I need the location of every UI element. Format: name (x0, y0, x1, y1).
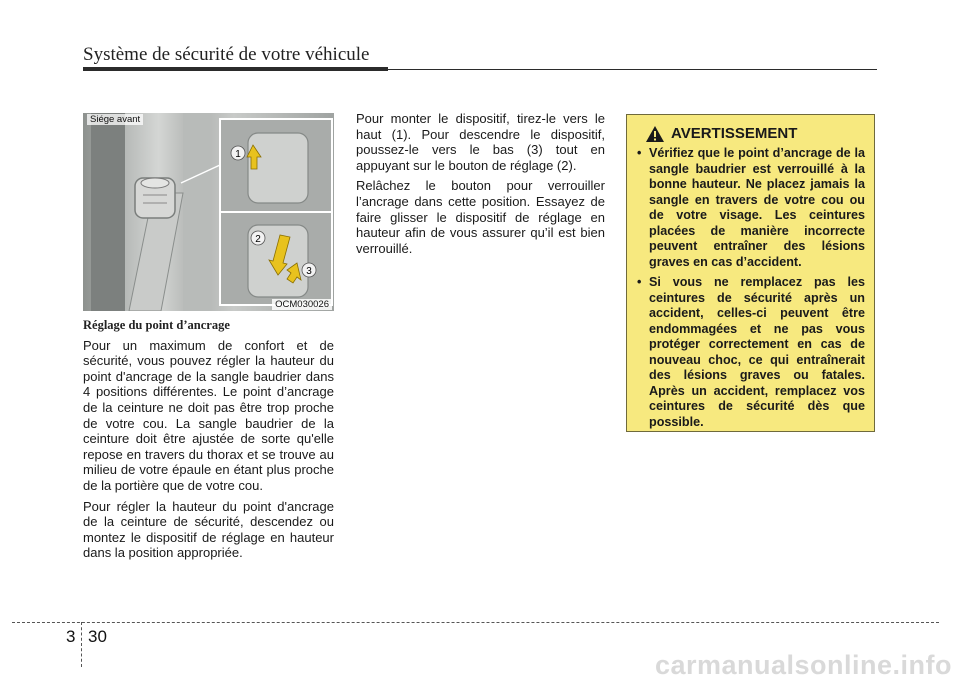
text-column-middle (356, 111, 605, 261)
callout-3: 3 (306, 266, 312, 277)
chapter-number: 3 (66, 627, 76, 646)
page-number: 30 (88, 627, 107, 646)
warning-list (637, 146, 865, 430)
section-heading: Réglage du point d’ancrage (83, 318, 230, 332)
figure-label: Siége avant (87, 114, 143, 125)
header-rule (83, 67, 388, 71)
warning-triangle-icon (645, 125, 665, 143)
paragraph: Relâchez le bouton pour verrouiller l’ancrage dans cette position. Essayez de faire glisser le dispositif de réglage en hauteur afin de vous assurer qu’il est bien verrouillé. (356, 178, 605, 256)
header-rule-thin (388, 69, 877, 70)
callout-1: 1 (235, 149, 241, 160)
seatbelt-anchor-illustration (83, 113, 334, 311)
paragraph: Pour monter le dispositif, tirez-le vers le haut (1). Pour descendre le dispositif, poussez-le vers le bas (3) tout en appuyant sur le bouton de réglage (2). (356, 111, 605, 173)
text-column-left (83, 318, 334, 566)
illustration-drawing (83, 113, 334, 311)
warning-item: • Vérifiez que le point d’ancrage de la sangle baudrier est verrouillé à la bonne hauteur. Ne placez jamais la sangle en travers de votre cou ou de votre visage. Les ceintures placées de manière incorrecte peuvent entraîner des lésions graves en cas d’accident. (637, 146, 865, 270)
warning-title: AVERTISSEMENT (671, 125, 798, 143)
paragraph: Pour régler la hauteur du point d'ancrage de la ceinture de sécurité, descendez ou montez le dispositif de réglage en hauteur dans la position appropriée. (83, 498, 334, 561)
footer-divider (81, 622, 82, 667)
callout-2: 2 (255, 234, 261, 245)
page-header-title: Système de sécurité de votre véhicule (83, 44, 370, 65)
footer-rule (12, 622, 939, 623)
paragraph: Pour un maximum de confort et de sécurité, vous pouvez régler la hauteur du point d'ancrage de la sangle baudrier dans 4 positions différentes. Le point d’ancrage de la ceinture ne doit pas être trop proche de votre cou. La sangle baudrier de la ceinture doit être ajustée de sorte qu'elle repose en travers du thorax et se trouve au milieu de votre épaule en étant plus proche de la portière que de votre cou. (83, 337, 334, 493)
warning-item: • Si vous ne remplacez pas les ceintures de sécurité après un accident, celles-ci peuvent être endommagées et ne pas vous protéger correctement en cas de nouveau choc, ce qui entraînerait des lésions graves ou fatales. Après un accident, remplacez vos ceintures de sécurité dès que possible. (637, 275, 865, 430)
figure-code: OCM030026 (272, 299, 332, 310)
warning-header (637, 125, 865, 143)
watermark: carmanualsonline.info (654, 650, 952, 680)
warning-box (626, 114, 875, 432)
